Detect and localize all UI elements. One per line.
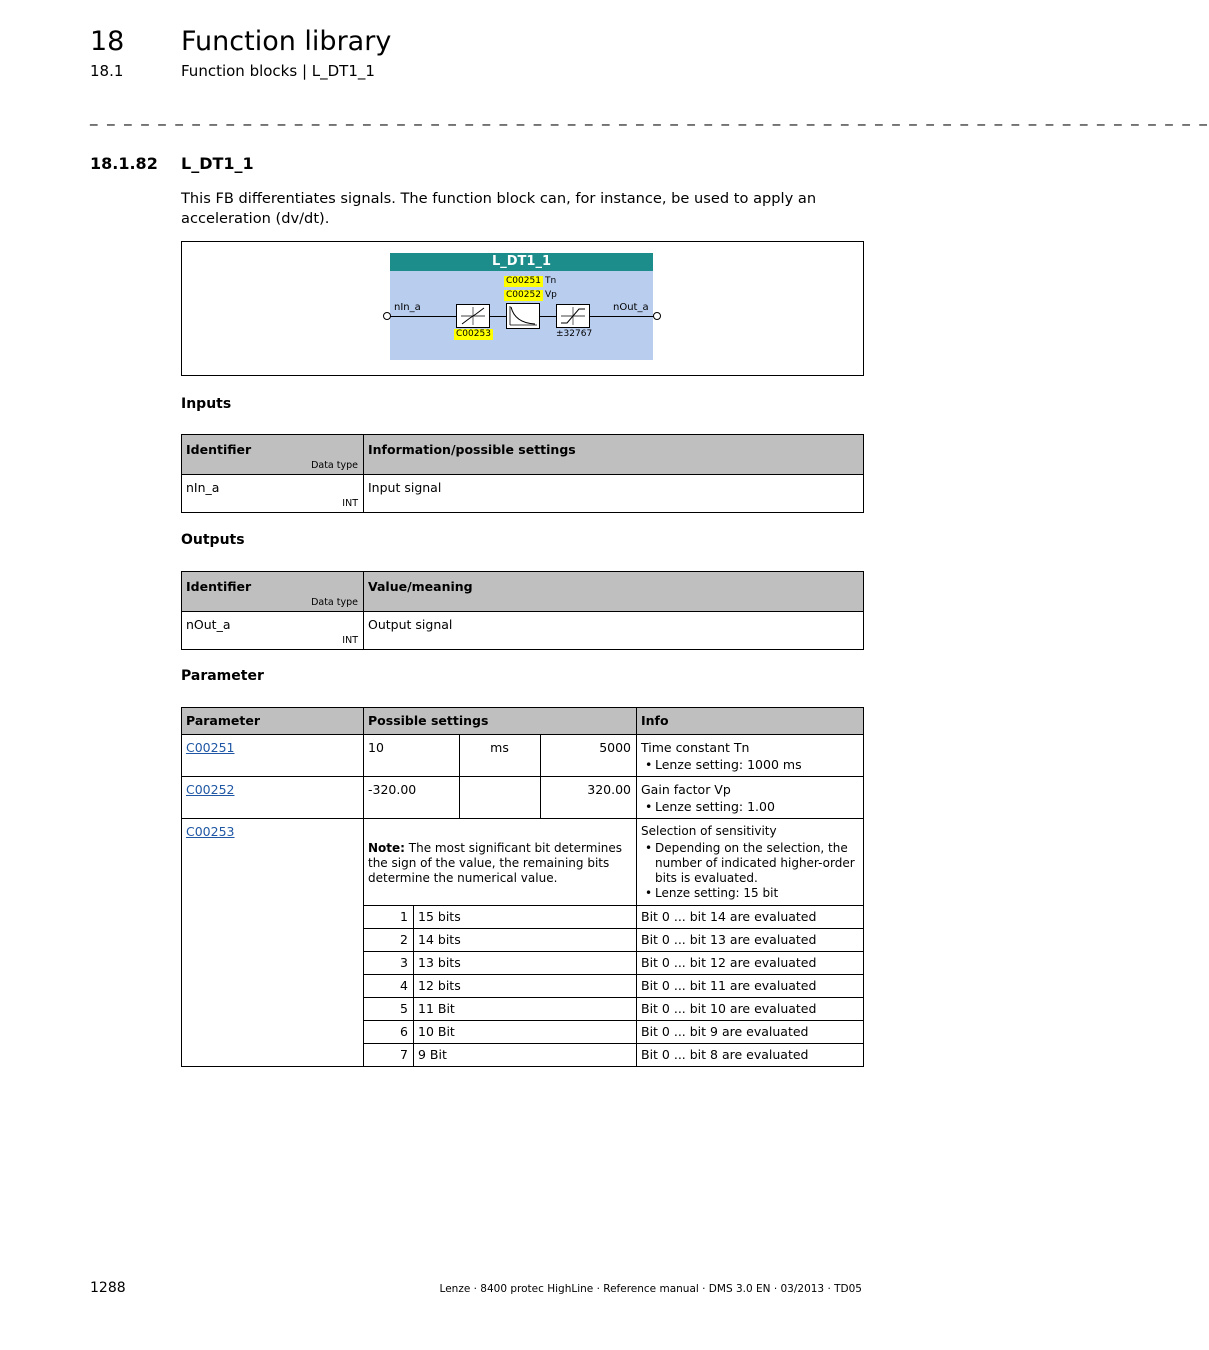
outputs-heading: Outputs: [181, 532, 245, 548]
note-label: Note:: [368, 841, 405, 855]
data-type-header: Data type: [311, 597, 358, 608]
option-label: 9 Bit: [418, 1047, 447, 1062]
value-header-label: Value/meaning: [368, 579, 473, 594]
identifier-header: [182, 435, 364, 475]
option-info: Bit 0 ... bit 14 are evaluated: [641, 909, 817, 924]
label-tn: Tn: [545, 276, 557, 286]
decay-curve-icon: [507, 304, 539, 328]
option-number: 4: [400, 978, 408, 993]
option-number: 2: [400, 932, 408, 947]
info-text: Time constant Tn: [641, 740, 750, 755]
unit: [460, 777, 540, 785]
section-title: L_DT1_1: [181, 154, 254, 173]
option-number: 5: [400, 1001, 408, 1016]
output-pin[interactable]: [653, 312, 661, 320]
data-type-header: Data type: [311, 460, 358, 471]
option-label: 12 bits: [418, 978, 461, 993]
parameter-link-c00252[interactable]: C00252: [186, 782, 235, 797]
parameter-heading: Parameter: [181, 668, 264, 684]
table-row: [182, 777, 864, 819]
code-vp: C00252: [506, 290, 541, 300]
table-row: [182, 475, 864, 513]
table-row: [182, 819, 864, 906]
code-sensitivity: C00253: [456, 329, 491, 339]
option-info: Bit 0 ... bit 10 are evaluated: [641, 1001, 817, 1016]
option-info: Bit 0 ... bit 9 are evaluated: [641, 1024, 809, 1039]
label-vp: Vp: [545, 290, 557, 300]
settings-header: [364, 708, 637, 735]
data-type-cell: INT: [342, 498, 358, 509]
info-bullet: • Depending on the selection, the number of indicated higher-order bits is evaluated.: [655, 841, 858, 886]
option-info: Bit 0 ... bit 13 are evaluated: [641, 932, 817, 947]
limit-label: ±32767: [556, 329, 593, 339]
min-value: 10: [368, 740, 384, 755]
value-header: [364, 572, 864, 612]
info-text: Gain factor Vp: [641, 782, 731, 797]
option-number: 1: [400, 909, 408, 924]
table-header-row: [182, 435, 864, 475]
parameter-link-c00251[interactable]: C00251: [186, 740, 235, 755]
function-block-title: L_DT1_1: [390, 253, 653, 271]
parameter-link-c00253[interactable]: C00253: [186, 824, 235, 839]
parameter-header-label: Parameter: [186, 713, 260, 728]
info-header: [637, 708, 864, 735]
info-header: [364, 435, 864, 475]
info-bullet: • Lenze setting: 1.00: [655, 799, 858, 814]
info-text: Selection of sensitivity: [641, 824, 777, 838]
identifier-cell: nOut_a: [186, 617, 231, 632]
input-label: nIn_a: [394, 302, 421, 313]
page-number: 1288: [90, 1280, 126, 1296]
table-row: [182, 735, 864, 777]
output-label: nOut_a: [613, 302, 649, 313]
option-number: 7: [400, 1047, 408, 1062]
subchapter-number: 18.1: [90, 62, 124, 80]
option-number: 6: [400, 1024, 408, 1039]
option-label: 11 Bit: [418, 1001, 455, 1016]
header-separator: _ _ _ _ _ _ _ _ _ _ _ _ _ _ _ _ _ _ _ _ _ _ _ _ _ _ _ _ _ _ _ _ _ _ _ _ _ _ _ _ _ _ _ _ _ _ _ _ _ _ _ _ _ _ _ _ _ _ _ _ _ _ _ _ _ _: [90, 108, 1209, 126]
unit: ms: [490, 740, 509, 755]
option-number: 3: [400, 955, 408, 970]
dt1-block: [506, 303, 540, 329]
identifier-header-label: Identifier: [186, 442, 252, 457]
option-info: Bit 0 ... bit 8 are evaluated: [641, 1047, 809, 1062]
info-cell: Input signal: [368, 480, 442, 495]
inputs-heading: Inputs: [181, 396, 232, 412]
note-text: [364, 819, 636, 889]
value-cell: Output signal: [368, 617, 453, 632]
intro-paragraph: This FB differentiates signals. The function block can, for instance, be used to apply an acceleration (dv/dt).: [181, 190, 817, 227]
subchapter-title: Function blocks | L_DT1_1: [181, 62, 375, 80]
table-row: [182, 612, 864, 650]
table-header-row: [182, 572, 864, 612]
chapter-number: 18: [90, 26, 125, 57]
parameter-header: [182, 708, 364, 735]
info-bullet: • Lenze setting: 1000 ms: [655, 757, 858, 772]
parameter-table: [181, 707, 864, 1067]
min-value: -320.00: [368, 782, 417, 797]
max-value: 5000: [599, 740, 631, 755]
info-bullet: • Lenze setting: 15 bit: [655, 886, 858, 901]
info-header-label: Info: [641, 713, 669, 728]
option-label: 13 bits: [418, 955, 461, 970]
option-label: 14 bits: [418, 932, 461, 947]
identifier-cell: nIn_a: [186, 480, 220, 495]
data-type-cell: INT: [342, 635, 358, 646]
inputs-table: [181, 434, 864, 513]
code-tn: C00251: [506, 276, 541, 286]
chapter-title: Function library: [181, 26, 392, 57]
dead-band-icon: [457, 305, 489, 327]
option-info: Bit 0 ... bit 11 are evaluated: [641, 978, 817, 993]
info-header-label: Information/possible settings: [368, 442, 576, 457]
option-label: 10 Bit: [418, 1024, 455, 1039]
footer-info: Lenze · 8400 protec HighLine · Reference manual · DMS 3.0 EN · 03/2013 · TD05: [439, 1283, 862, 1295]
option-info: Bit 0 ... bit 12 are evaluated: [641, 955, 817, 970]
section-number: 18.1.82: [90, 154, 158, 173]
table-header-row: [182, 708, 864, 735]
limiter-block: [556, 304, 590, 328]
identifier-header: [182, 572, 364, 612]
input-pin[interactable]: [383, 312, 391, 320]
identifier-header-label: Identifier: [186, 579, 252, 594]
outputs-table: [181, 571, 864, 650]
limiter-icon: [557, 305, 589, 327]
sensitivity-block: [456, 304, 490, 328]
max-value: 320.00: [587, 782, 631, 797]
settings-header-label: Possible settings: [368, 713, 489, 728]
option-label: 15 bits: [418, 909, 461, 924]
note-body: The most significant bit determines the sign of the value, the remaining bits determine the numerical value.: [368, 841, 623, 885]
